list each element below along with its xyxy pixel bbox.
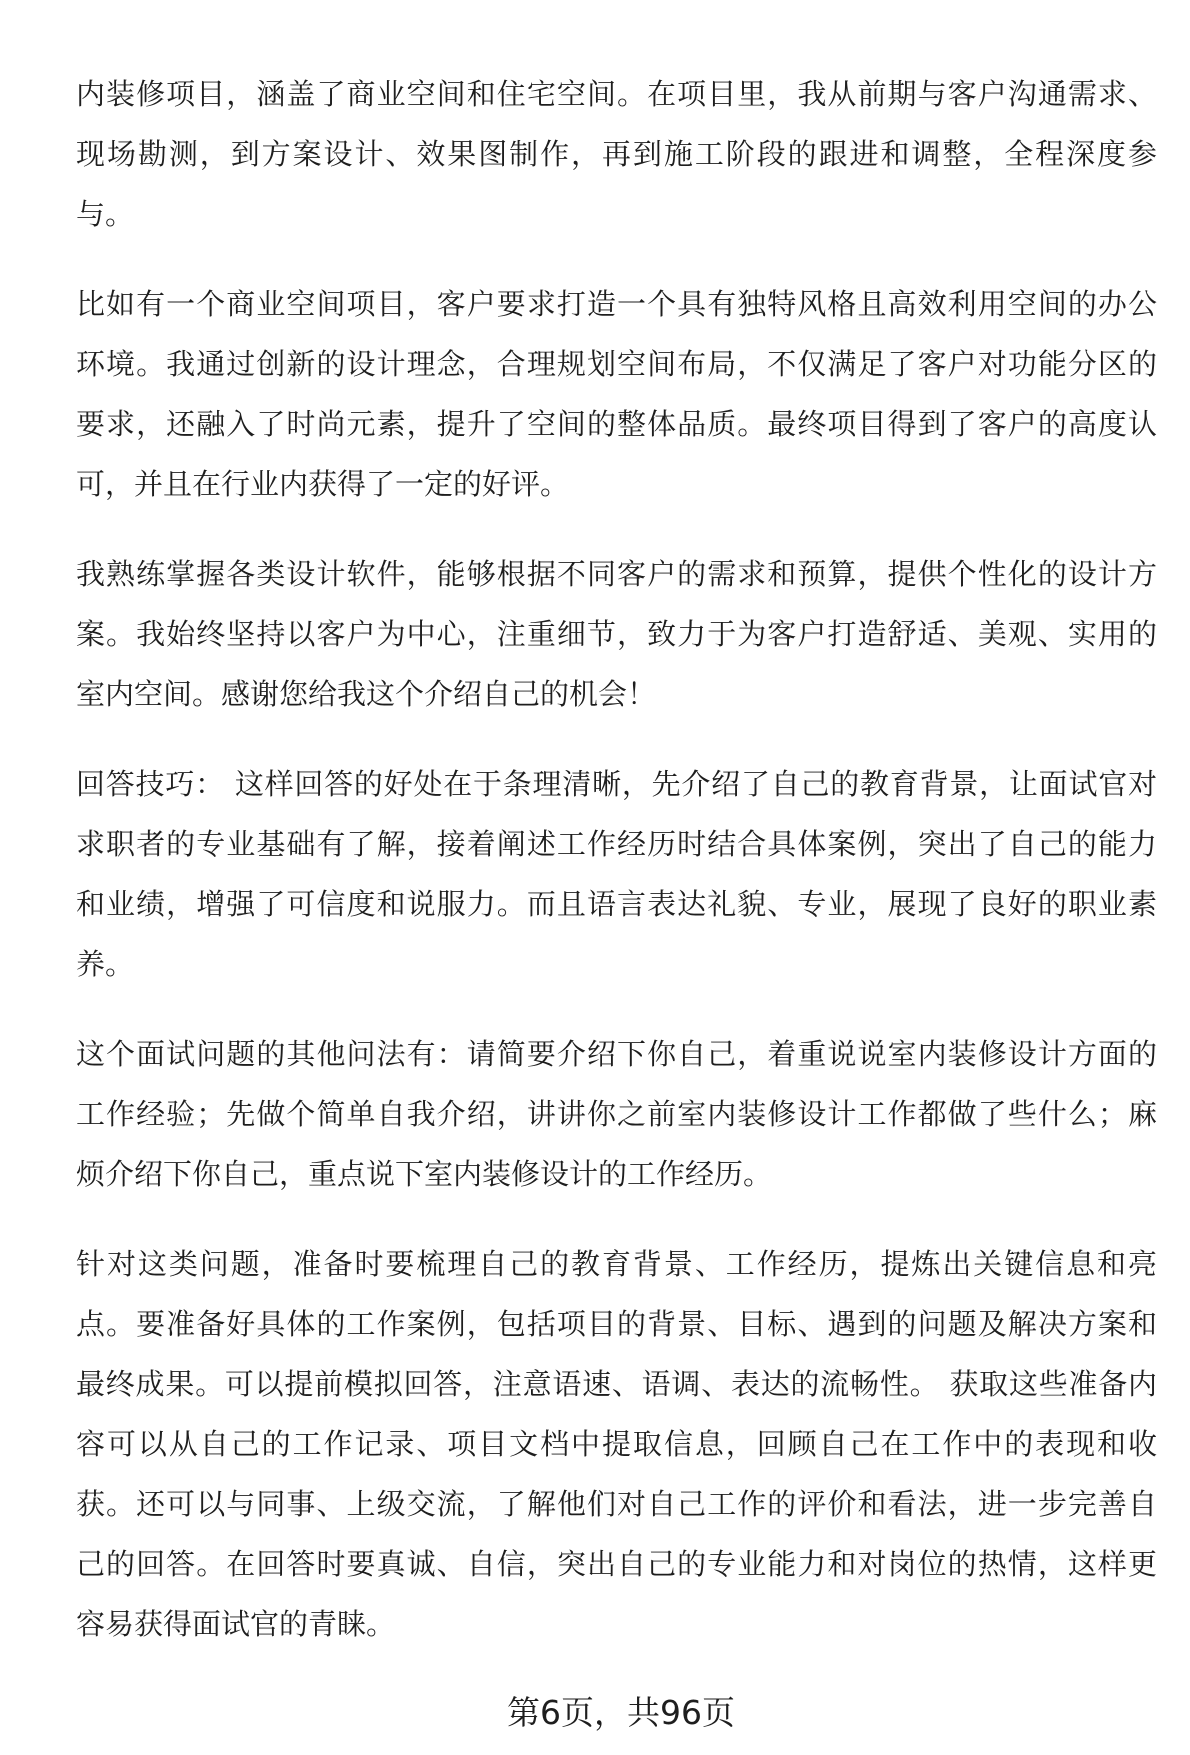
- paragraph: [76, 274, 1157, 514]
- paragraph-line: 环境。我通过创新的设计理念，合理规划空间布局，不仅满足了客户对功能分区的: [76, 347, 1157, 381]
- paragraph-line: 烦介绍下你自己，重点说下室内装修设计的工作经历。: [76, 1157, 773, 1191]
- paragraph-line: 最终成果。可以提前模拟回答，注意语速、语调、表达的流畅性。 获取这些准备内: [76, 1367, 1157, 1401]
- paragraph-line: 内装修项目，涵盖了商业空间和住宅空间。在项目里，我从前期与客户沟通需求、: [76, 77, 1157, 111]
- paragraph-line: 案。我始终坚持以客户为中心，注重细节，致力于为客户打造舒适、美观、实用的: [76, 617, 1157, 651]
- paragraph-line: 容可以从自己的工作记录、项目文档中提取信息，回顾自己在工作中的表现和收: [76, 1427, 1157, 1461]
- paragraph: [76, 1024, 1157, 1204]
- page-number: 第6页，共96页: [507, 1693, 735, 1732]
- paragraph-line: 现场勘测，到方案设计、效果图制作，再到施工阶段的跟进和调整，全程深度参: [76, 137, 1157, 171]
- paragraph-line: 容易获得面试官的青睐。: [76, 1607, 396, 1641]
- paragraph-line: 和业绩，增强了可信度和说服力。而且语言表达礼貌、专业，展现了良好的职业素: [76, 887, 1157, 921]
- paragraph-line: 要求，还融入了时尚元素，提升了空间的整体品质。最终项目得到了客户的高度认: [76, 407, 1157, 441]
- paragraph-line: 与。: [76, 197, 135, 231]
- paragraph-line: 求职者的专业基础有了解，接着阐述工作经历时结合具体案例，突出了自己的能力: [76, 827, 1157, 861]
- paragraph-line: 己的回答。在回答时要真诚、自信，突出自己的专业能力和对岗位的热情，这样更: [76, 1547, 1157, 1581]
- paragraph-line: 室内空间。感谢您给我这个介绍自己的机会！: [76, 677, 657, 711]
- paragraph-line: 可，并且在行业内获得了一定的好评。: [76, 467, 570, 501]
- paragraph-line: 养。: [76, 947, 135, 981]
- paragraph-line: 获。还可以与同事、上级交流，了解他们对自己工作的评价和看法，进一步完善自: [76, 1487, 1157, 1521]
- document-body: [76, 64, 1157, 1684]
- paragraph-line: 比如有一个商业空间项目，客户要求打造一个具有独特风格且高效利用空间的办公: [76, 287, 1157, 321]
- paragraph-line: 工作经验；先做个简单自我介绍，讲讲你之前室内装修设计工作都做了些什么；麻: [76, 1097, 1157, 1131]
- paragraph-line: 我熟练掌握各类设计软件，能够根据不同客户的需求和预算，提供个性化的设计方: [76, 557, 1157, 591]
- paragraph: [76, 754, 1157, 994]
- paragraph-line: 回答技巧： 这样回答的好处在于条理清晰，先介绍了自己的教育背景，让面试官对: [76, 767, 1157, 801]
- paragraph-line: 点。要准备好具体的工作案例，包括项目的背景、目标、遇到的问题及解决方案和: [76, 1307, 1157, 1341]
- paragraph-line: 这个面试问题的其他问法有：请简要介绍下你自己，着重说说室内装修设计方面的: [76, 1037, 1157, 1071]
- paragraph-line: 针对这类问题，准备时要梳理自己的教育背景、工作经历，提炼出关键信息和亮: [76, 1247, 1157, 1281]
- paragraph: [76, 544, 1157, 724]
- paragraph: [76, 1234, 1157, 1654]
- paragraph: [76, 64, 1157, 244]
